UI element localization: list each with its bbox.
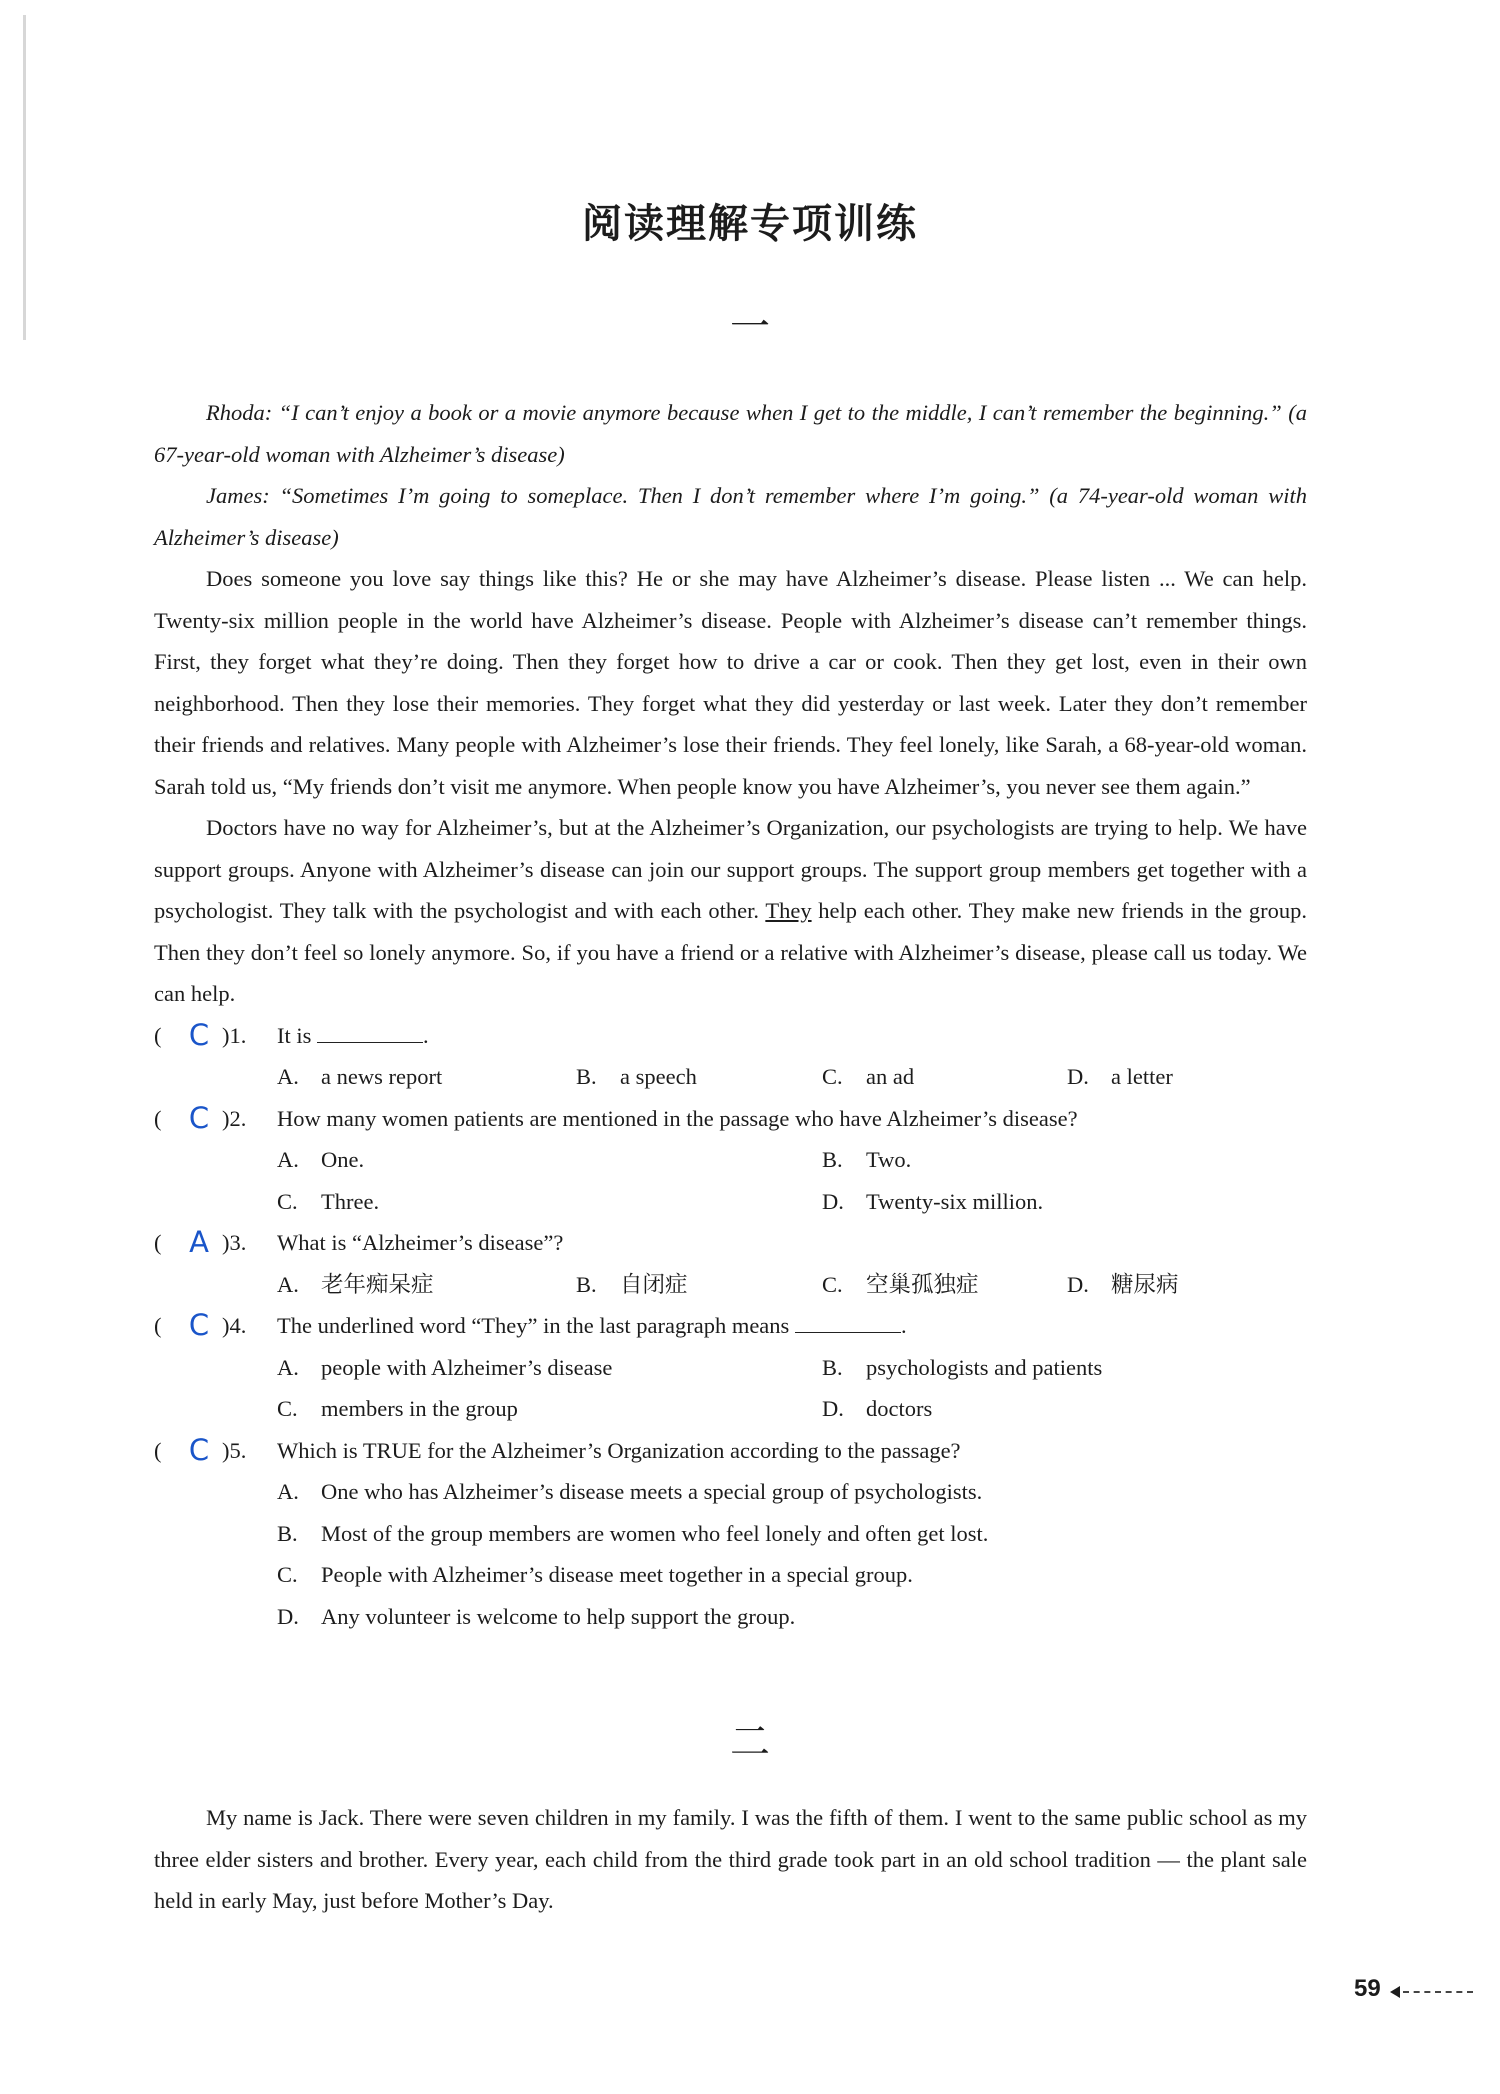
option: C. members in the group <box>277 1396 518 1421</box>
option: C. People with Alzheimer’s disease meet together in a special group. <box>277 1562 913 1587</box>
question-2: ( C )2. How many women patients are mentioned in the passage who have Alzheimer’s disease? <box>154 1098 1307 1140</box>
options-row <box>154 1139 1307 1181</box>
arrow-left-icon <box>1390 1986 1400 1998</box>
question-stem: The underlined word “They” in the last paragraph means . <box>277 1305 1307 1347</box>
option: D. 糖尿病 <box>1067 1271 1179 1297</box>
options-row <box>154 1388 1307 1430</box>
option: C. 空巢孤独症 <box>822 1271 979 1297</box>
question-stem: How many women patients are mentioned in the passage who have Alzheimer’s disease? <box>277 1105 1078 1131</box>
option: D. Any volunteer is welcome to help support the group. <box>277 1603 796 1629</box>
section-number-1: 一 <box>730 304 770 350</box>
option: B. Two. <box>822 1147 912 1172</box>
binding-line <box>23 15 26 340</box>
options-row <box>154 1471 1307 1513</box>
question-stem: What is “Alzheimer’s disease”? <box>277 1230 564 1255</box>
answer-mark: A <box>189 1225 209 1259</box>
question-3: ( A )3. What is “Alzheimer’s disease”? <box>154 1222 1307 1264</box>
options-row <box>154 1513 1307 1555</box>
passage-paragraph: Does someone you love say things like this? He or she may have Alzheimer’s disease. Please listen ... We can help. Twenty-six million people in the world have Alzheimer’s disease. People with Alzheimer’s disease can’t remember things. First, they forget what they’re doing. Then they forget how to drive a car or cook. Then they get lost, even in their own neighborhood. Then they lose their memories. They forget what they did yesterday or last week. Later they don’t remember their friends and relatives. Many people with Alzheimer’s lose their friends. They feel lonely, like Sarah, a 68-year-old woman. Sarah told us, “My friends don’t visit me anymore. When people know you have Alzheimer’s, you never see them again.” <box>154 566 1307 799</box>
option: B. psychologists and patients <box>822 1354 1103 1380</box>
options-row <box>154 1056 1307 1098</box>
answer-mark: C <box>188 1017 210 1052</box>
question-stem: Which is TRUE for the Alzheimer’s Organization according to the passage? <box>277 1437 961 1463</box>
section-number-2: 二 <box>730 1719 770 1765</box>
option: B. a speech <box>576 1064 697 1089</box>
options-row <box>154 1596 1307 1638</box>
option: A. 老年痴呆症 <box>277 1271 434 1297</box>
option: C. an ad <box>822 1064 915 1089</box>
passage-2 <box>154 1797 1307 1922</box>
option: A. a news report <box>277 1064 443 1089</box>
option: A. One who has Alzheimer’s disease meets a special group of psychologists. <box>277 1479 983 1504</box>
underlined-word: They <box>765 898 812 923</box>
question-4: ( C )4. The underlined word “They” in the last paragraph means . <box>154 1305 1307 1347</box>
question-stem: It is . <box>277 1015 1307 1057</box>
option: A. One. <box>277 1147 365 1172</box>
answer-mark: C <box>188 1100 210 1135</box>
option: D. Twenty-six million. <box>822 1188 1044 1214</box>
option: B. Most of the group members are women who feel lonely and often get lost. <box>277 1520 989 1546</box>
options-row <box>154 1554 1307 1596</box>
options-row <box>154 1347 1307 1389</box>
passage-1 <box>154 392 1307 1637</box>
answer-mark: C <box>188 1308 210 1342</box>
quote-rhoda: Rhoda: “I can’t enjoy a book or a movie anymore because when I get to the middle, I can’t remember the beginning.” (a 67-year-old woman with Alzheimer’s disease) <box>154 400 1307 467</box>
option: C. Three. <box>277 1188 380 1214</box>
passage-paragraph: Doctors have no way for Alzheimer’s, but at the Alzheimer’s Organization, our psychologists are trying to help. We have support groups. Anyone with Alzheimer’s disease can join our support groups. The support group members get together with a psychologist. They talk with the psychologist and with each other. They help each other. They make new friends in the group. Then they don’t feel so lonely anymore. So, if you have a friend or a relative with Alzheimer’s disease, please call us today. We can help. <box>154 815 1308 1006</box>
options-row <box>154 1181 1307 1223</box>
question-1: ( C )1. It is . <box>154 1015 1307 1057</box>
option: B. 自闭症 <box>576 1271 688 1297</box>
quote-james: James: “Sometimes I’m going to someplace. Then I don’t remember where I’m going.” (a 74-year-old woman with Alzheimer’s disease) <box>154 483 1307 550</box>
question-5: ( C )5. Which is TRUE for the Alzheimer’s Organization according to the passage? <box>154 1430 1307 1472</box>
passage-paragraph: My name is Jack. There were seven children in my family. I was the fifth of them. I went to the same public school as my three elder sisters and brother. Every year, each child from the third grade took part in an old school tradition — the plant sale held in early May, just before Mother’s Day. <box>154 1805 1307 1913</box>
page-number: 59 <box>1354 1975 1381 2002</box>
option: D. a letter <box>1067 1064 1173 1089</box>
option: D. doctors <box>822 1396 933 1421</box>
page-title: 阅读理解专项训练 <box>582 201 918 247</box>
options-row <box>154 1264 1307 1306</box>
answer-mark: C <box>188 1432 210 1467</box>
option: A. people with Alzheimer’s disease <box>277 1354 613 1380</box>
answer-blank <box>795 1310 901 1333</box>
page-number-dash <box>1403 1991 1473 1993</box>
answer-blank <box>317 1020 423 1043</box>
